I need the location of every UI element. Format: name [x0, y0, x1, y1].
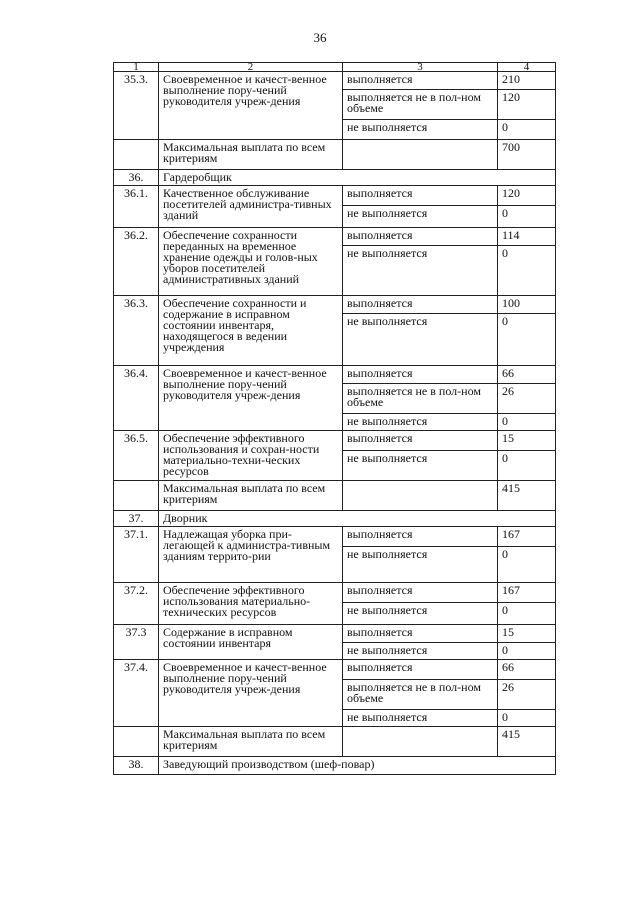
criterion-condition: выполняется [343, 186, 498, 206]
max-payment-label: Максимальная выплата по всем критериям [159, 727, 343, 757]
criterion-points: 0 [498, 547, 556, 583]
criterion-number: 36.4. [114, 366, 159, 431]
header-col-4: 4 [498, 63, 556, 72]
section-number: 38. [114, 757, 159, 775]
criterion-points: 0 [498, 643, 556, 660]
table-body [114, 72, 556, 775]
criterion-points: 15 [498, 431, 556, 451]
criterion-number: 37.4. [114, 660, 159, 727]
criterion-description: Своевременное и качест-венное выполнение пору-чений руководителя учреж-дения [159, 366, 343, 431]
criterion-description: Обеспечение эффективного использования материально-технических ресурсов [159, 583, 343, 625]
criterion-condition: выполняется не в пол-ном объеме [343, 680, 498, 710]
criterion-condition: выполняется [343, 660, 498, 680]
criterion-description: Своевременное и качест-венное выполнение пору-чений руководителя учреж-дения [159, 72, 343, 140]
criterion-condition: не выполняется [343, 603, 498, 625]
section-title: Дворник [159, 511, 556, 527]
criterion-condition: выполняется [343, 228, 498, 246]
header-col-1: 1 [114, 63, 159, 72]
section-number: 36. [114, 170, 159, 186]
criterion-condition: выполняется [343, 296, 498, 314]
criterion-points: 114 [498, 228, 556, 246]
section-number: 37. [114, 511, 159, 527]
criterion-number: 37.1. [114, 527, 159, 583]
criterion-points: 15 [498, 625, 556, 643]
criterion-description: Обеспечение сохранности и содержание в исправном состоянии инвентаря, находящегося в ведении учреждения [159, 296, 343, 366]
criterion-points: 0 [498, 120, 556, 140]
section-title: Гардеробщик [159, 170, 556, 186]
criterion-points: 0 [498, 246, 556, 296]
max-payment-row [114, 481, 556, 511]
criterion-points: 0 [498, 451, 556, 481]
criterion-points: 26 [498, 680, 556, 710]
table-row [114, 186, 556, 206]
criterion-points: 0 [498, 710, 556, 727]
max-payment-label: Максимальная выплата по всем критериям [159, 140, 343, 170]
empty-condition-cell [343, 481, 498, 511]
criterion-condition: выполняется [343, 431, 498, 451]
criterion-points: 26 [498, 384, 556, 414]
criterion-number: 37.2. [114, 583, 159, 625]
criterion-number: 37.3 [114, 625, 159, 660]
criterion-points: 167 [498, 527, 556, 547]
table-row [114, 583, 556, 603]
empty-number-cell [114, 481, 159, 511]
criterion-number: 36.5. [114, 431, 159, 481]
criterion-description: Содержание в исправном состоянии инвентаря [159, 625, 343, 660]
criterion-condition: не выполняется [343, 120, 498, 140]
criteria-table [113, 62, 556, 775]
criterion-number: 36.3. [114, 296, 159, 366]
criterion-condition: не выполняется [343, 414, 498, 431]
header-col-3: 3 [343, 63, 498, 72]
criterion-condition: не выполняется [343, 451, 498, 481]
criterion-number: 35.3. [114, 72, 159, 140]
max-payment-value: 700 [498, 140, 556, 170]
criterion-condition: не выполняется [343, 206, 498, 228]
criterion-points: 120 [498, 186, 556, 206]
criterion-points: 167 [498, 583, 556, 603]
criterion-points: 120 [498, 90, 556, 120]
header-col-2: 2 [159, 63, 343, 72]
table-row [114, 431, 556, 451]
criterion-description: Качественное обслуживание посетителей администра-тивных зданий [159, 186, 343, 228]
criterion-description: Своевременное и качест-венное выполнение пору-чений руководителя учреж-дения [159, 660, 343, 727]
criterion-condition: выполняется [343, 72, 498, 90]
empty-condition-cell [343, 727, 498, 757]
criterion-condition: выполняется [343, 625, 498, 643]
criterion-condition: не выполняется [343, 547, 498, 583]
criterion-points: 0 [498, 206, 556, 228]
criterion-points: 0 [498, 603, 556, 625]
page-number: 36 [313, 30, 327, 45]
max-payment-row [114, 140, 556, 170]
section-row [114, 170, 556, 186]
criterion-points: 0 [498, 414, 556, 431]
max-payment-value: 415 [498, 481, 556, 511]
criterion-number: 36.2. [114, 228, 159, 296]
empty-condition-cell [343, 140, 498, 170]
empty-number-cell [114, 140, 159, 170]
table-row [114, 296, 556, 314]
criterion-number: 36.1. [114, 186, 159, 228]
table-row [114, 527, 556, 547]
table-header-row [114, 63, 556, 72]
criterion-points: 66 [498, 660, 556, 680]
max-payment-value: 415 [498, 727, 556, 757]
table-row [114, 625, 556, 643]
max-payment-row [114, 727, 556, 757]
criterion-condition: не выполняется [343, 314, 498, 366]
criterion-condition: выполняется [343, 527, 498, 547]
criterion-condition: выполняется [343, 583, 498, 603]
criterion-condition: выполняется не в пол-ном объеме [343, 384, 498, 414]
table-row [114, 660, 556, 680]
table-row [114, 72, 556, 90]
max-payment-label: Максимальная выплата по всем критериям [159, 481, 343, 511]
criterion-condition: не выполняется [343, 710, 498, 727]
section-row [114, 511, 556, 527]
criterion-description: Обеспечение эффективного использования и сохран-ности материально-техни-ческих ресурсов [159, 431, 343, 481]
criterion-description: Надлежащая уборка при-легающей к администра-тивным зданиям террито-рии [159, 527, 343, 583]
criterion-points: 210 [498, 72, 556, 90]
criterion-points: 0 [498, 314, 556, 366]
section-row [114, 757, 556, 775]
criterion-condition: не выполняется [343, 643, 498, 660]
criterion-points: 66 [498, 366, 556, 384]
table-row [114, 228, 556, 246]
table-row [114, 366, 556, 384]
criterion-points: 100 [498, 296, 556, 314]
criterion-condition: не выполняется [343, 246, 498, 296]
section-title: Заведующий производством (шеф-повар) [159, 757, 556, 775]
criterion-description: Обеспечение сохранности переданных на временное хранение одежды и голов-ных уборов посетителей административных зданий [159, 228, 343, 296]
empty-number-cell [114, 727, 159, 757]
criterion-condition: выполняется не в пол-ном объеме [343, 90, 498, 120]
criterion-condition: выполняется [343, 366, 498, 384]
